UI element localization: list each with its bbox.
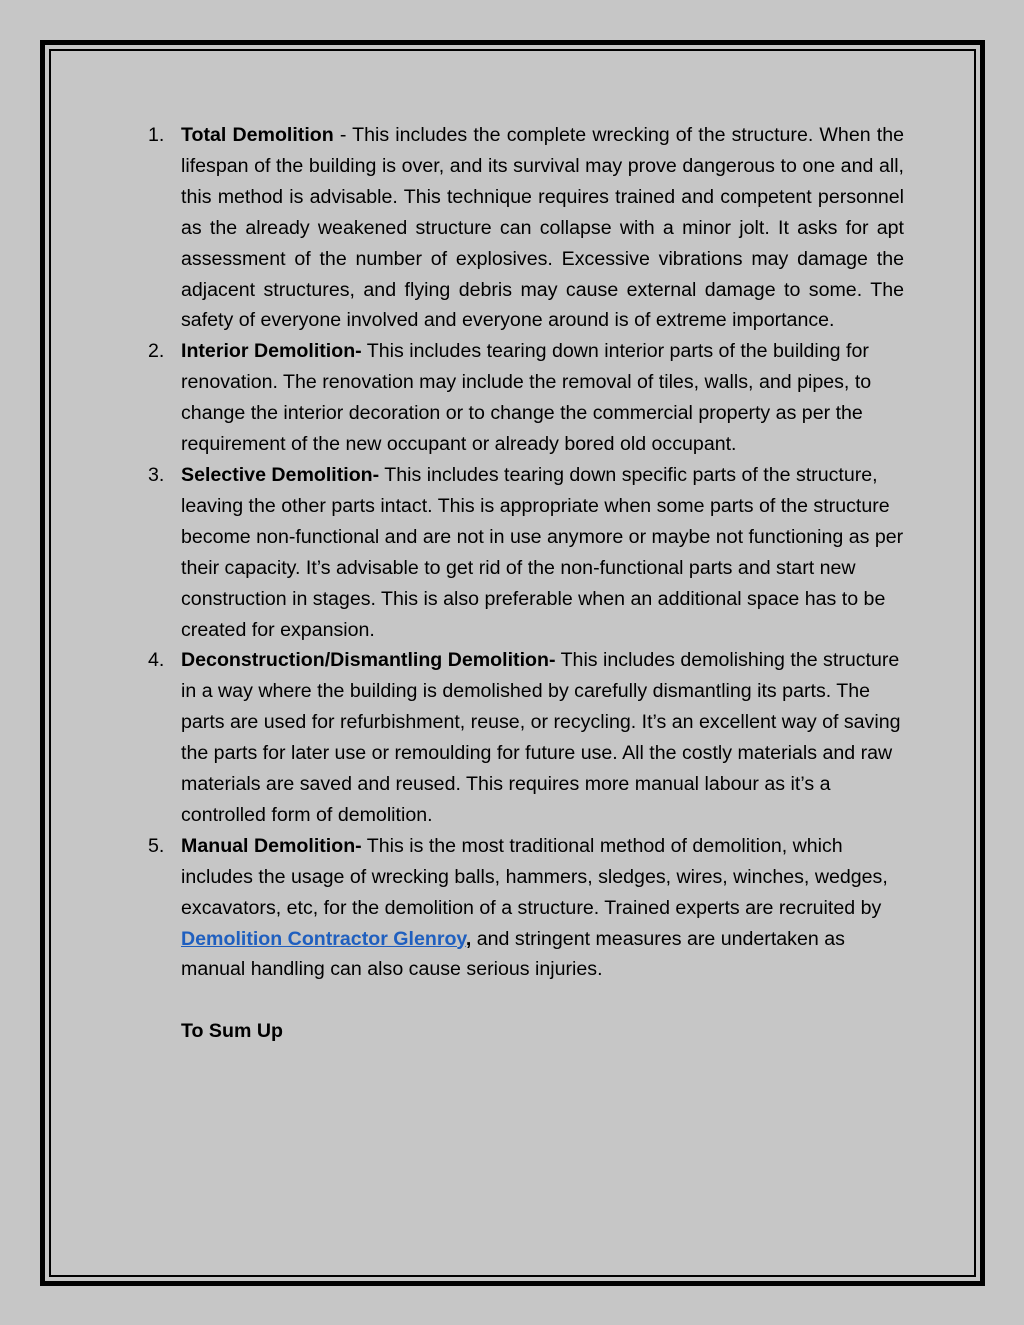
link-comma: , [465,927,472,950]
list-item-total-demolition [148,120,904,336]
list-item-manual-demolition [148,831,904,986]
list-number: 5. [148,834,165,857]
item-text: - This includes the complete wrecking of the structure. When the lifespan of the building is over, and its survival may prove dangerous to one and all, this method is advisable. This technique requires trained and competent personnel as the already weakened structure can collapse with a minor jolt. It asks for apt assessment of the number of explosives. Excessive vibrations may damage the adjacent structures, and flying debris may cause external damage to some. The safety of everyone involved and everyone around is of extreme importance. [181,124,904,332]
sum-up-heading: To Sum Up [181,1020,283,1043]
list-number: 3. [148,463,165,486]
list-item-interior-demolition [148,336,904,460]
list-number: 4. [148,649,165,672]
demolition-contractor-link[interactable]: Demolition Contractor Glenroy [181,927,466,950]
item-text: This includes demolishing the structure in a way where the building is demolished by carefully dismantling its parts. The parts are used for refurbishment, reuse, or recycling. It’s an excellent way of saving the parts for later use or remoulding for future use. All the costly materials and raw materials are saved and reused. This requires more manual labour as it’s a controlled form of demolition. [181,649,901,826]
item-title: Total Demolition [181,124,334,146]
item-title: Interior Demolition- [181,340,362,363]
list-number: 1. [148,124,165,146]
item-text: This includes tearing down specific parts of the structure, leaving the other parts intact. This is appropriate when some parts of the structure become non-functional and are not in use anymore or maybe not functioning as per their capacity. It’s advisable to get rid of the non-functional parts and start new construction in stages. This is also preferable when an additional space has to be created for expansion. [181,463,904,641]
list-item-deconstruction-demolition [148,645,904,830]
document-body [148,120,904,1047]
list-number: 2. [148,340,165,363]
item-title: Selective Demolition- [181,463,380,486]
item-text: This includes tearing down interior parts of the building for renovation. The renovation may include the removal of tiles, walls, and pipes, to change the interior decoration or to change the commercial property as per the requirement of the new occupant or already bored old occupant. [181,340,872,456]
item-text-continued: and stringent measures are undertaken as manual handling can also cause serious injuries. [181,927,845,981]
list-item-selective-demolition [148,460,904,645]
item-text: This is the most traditional method of demolition, which includes the usage of wrecking balls, hammers, sledges, wires, winches, wedges, excavators, etc, for the demolition of a structure. Trained experts are recruited by [181,834,888,919]
item-title: Manual Demolition- [181,834,362,857]
item-title: Deconstruction/Dismantling Demolition- [181,649,556,672]
